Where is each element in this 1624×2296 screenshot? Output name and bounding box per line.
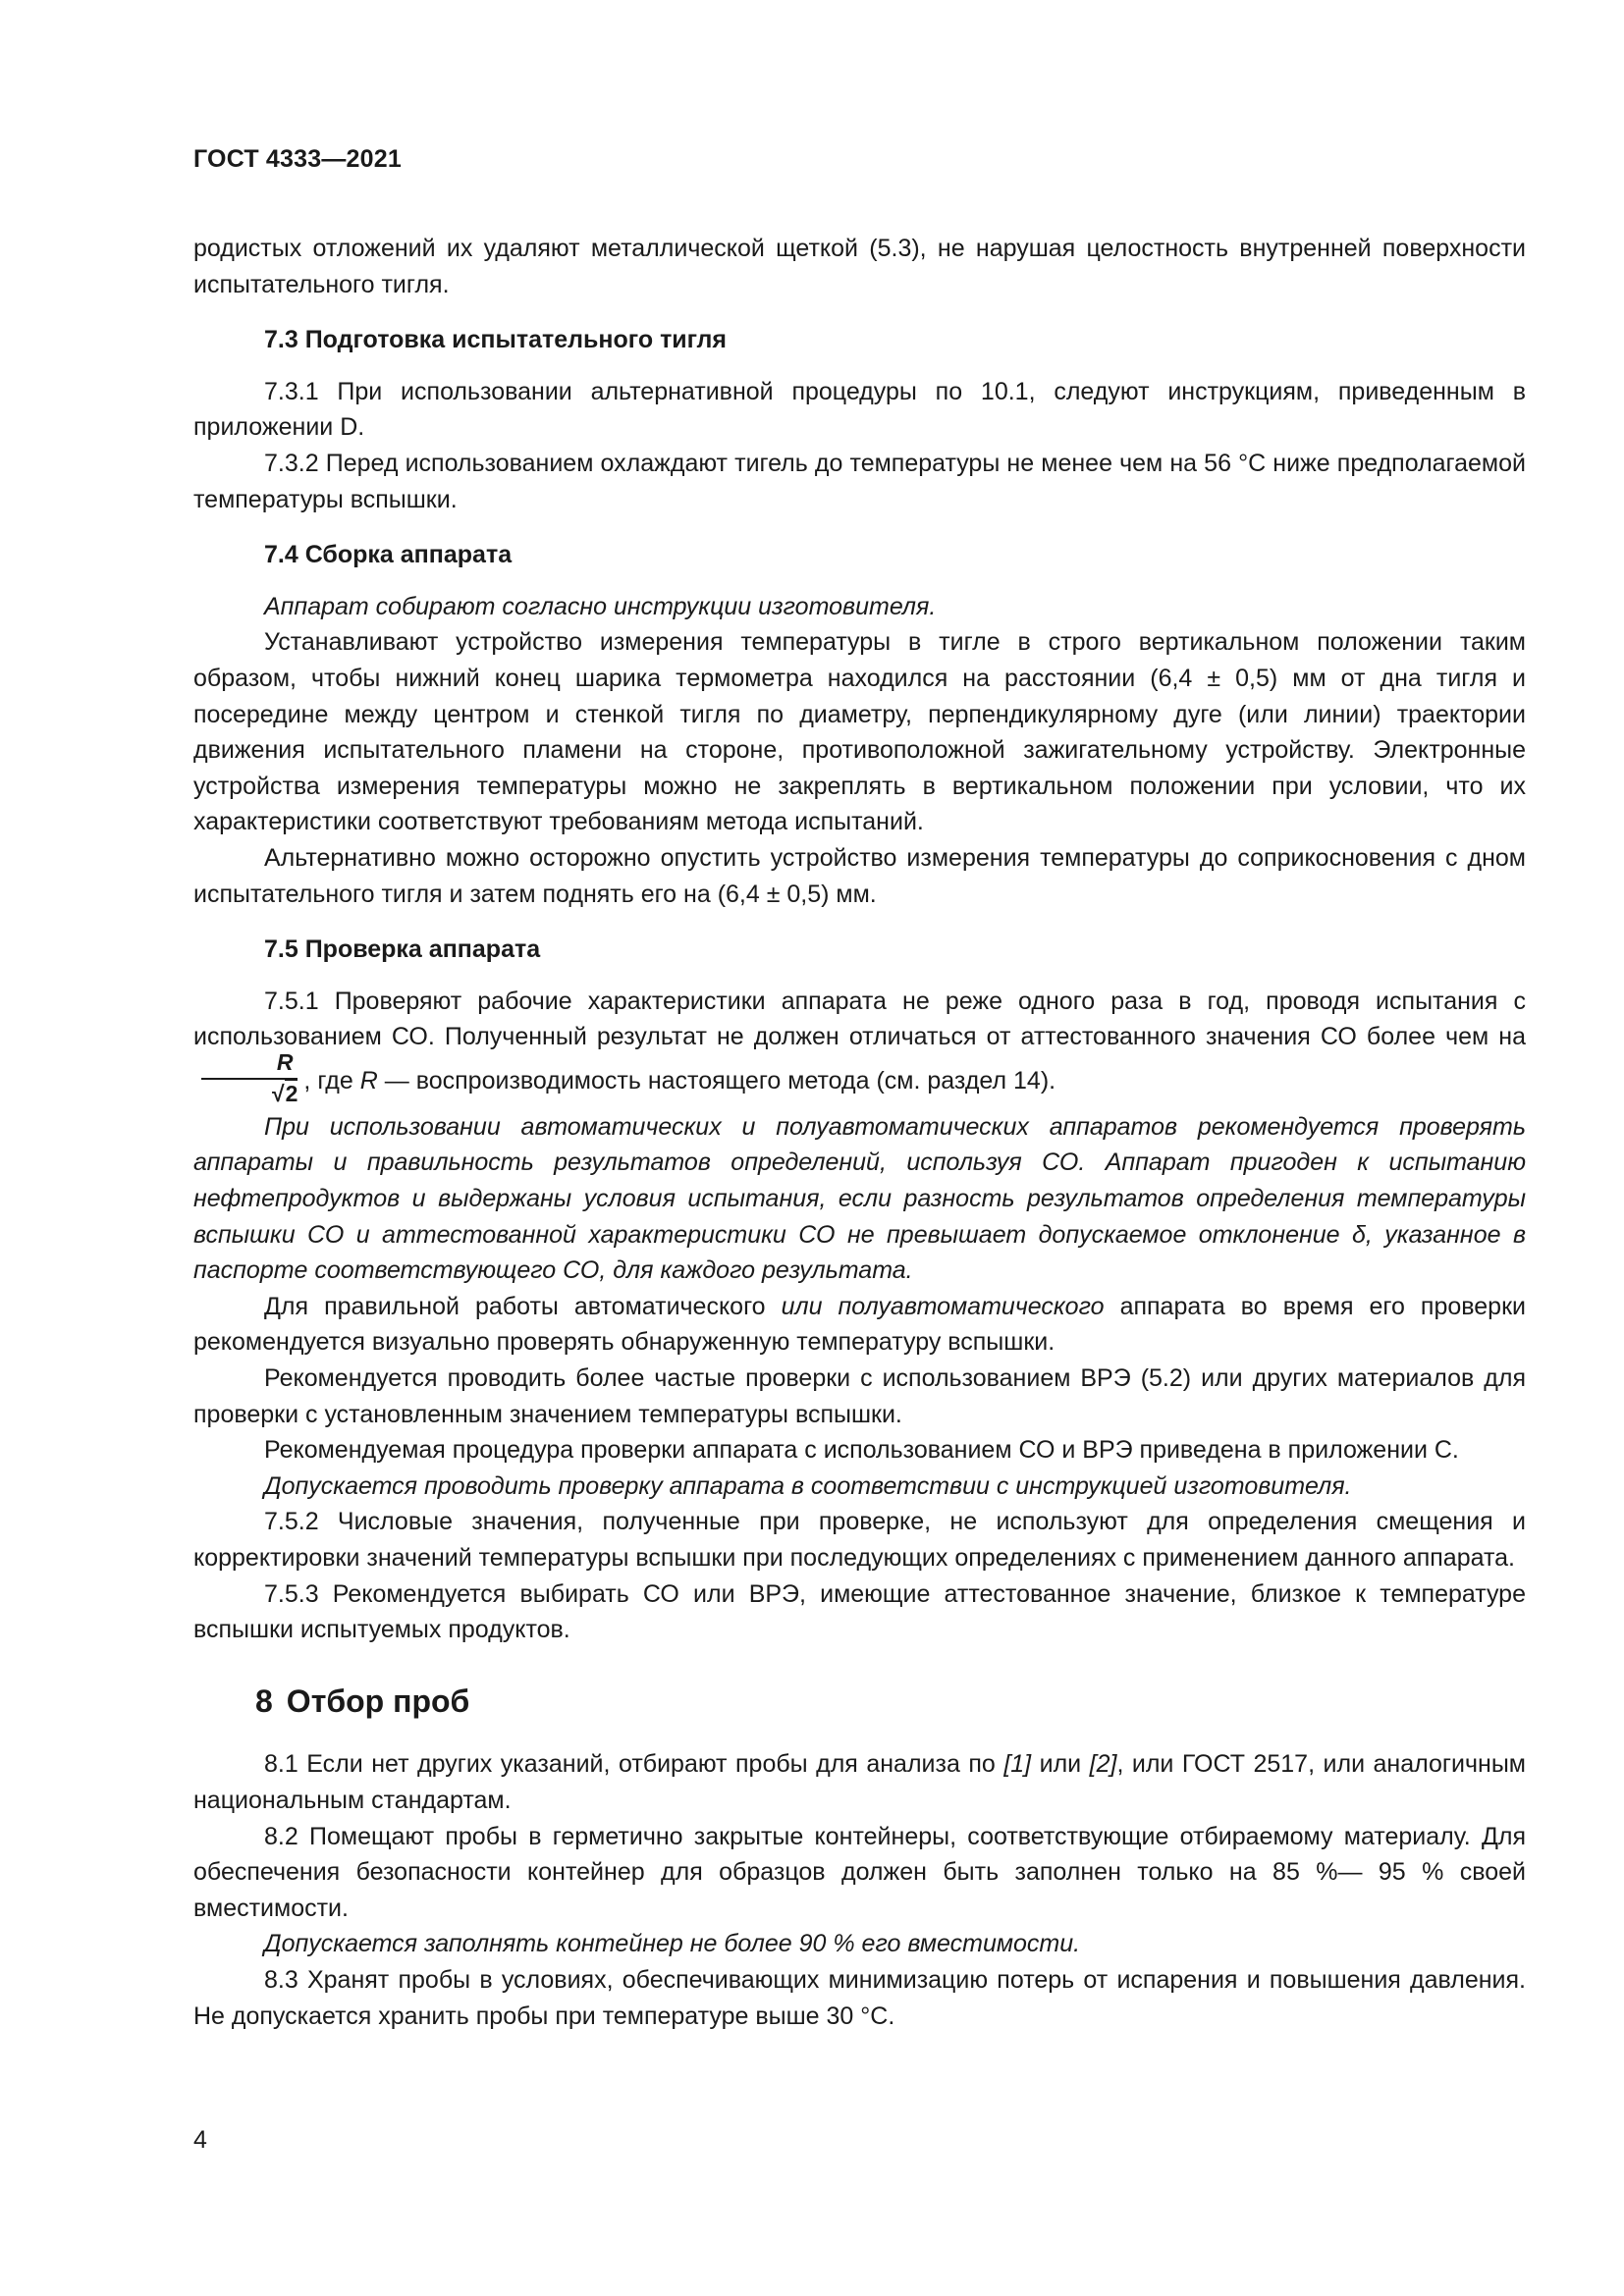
- reference-1: [1]: [1003, 1750, 1032, 1779]
- paragraph-7-4-note: [193, 589, 1526, 625]
- paragraph-7-5-allowed: [193, 1468, 1526, 1505]
- text-span: или: [1039, 1750, 1082, 1779]
- chapter-heading-8: [193, 1683, 1526, 1720]
- paragraph-7-5-2: 7.5.2 Числовые значения, полученные при проверке, не используют для определения смещения и корректировки значений температуры вспышки при последующих определениях с применением данного аппарата.: [193, 1508, 1526, 1572]
- chapter-title: Отбор проб: [286, 1682, 470, 1719]
- paragraph-7-5-1: [193, 984, 1526, 1109]
- paragraph-7-5-frequent: Рекомендуется проводить более частые проверки с использованием ВРЭ (5.2) или других материалов для проверки с установленным значением температуры вспышки.: [193, 1364, 1526, 1428]
- document-code-header: ГОСТ 4333—2021: [193, 145, 402, 173]
- fraction-denominator: [201, 1080, 298, 1105]
- paragraph-7-4-1: Устанавливают устройство измерения температуры в тигле в строго вертикальном положении таким образом, чтобы нижний конец шарика термометра находился на расстоянии (6,4 ± 0,5) мм от дна тигля и посередине между центром и стенкой тигля по диаметру, перпендикулярному дуге (или линии) траектории движения испытательного пламени на стороне, противоположной зажигательному устройству. Электронные устройства измерения температуры можно не закреплять в вертикальном положении при условии, что их характеристики соответствуют требованиям метода испытаний.: [193, 628, 1526, 836]
- fraction-r-over-sqrt2: [201, 1048, 298, 1106]
- text-span: , или ГОСТ 2517, или аналогичным национальным стандартам.: [193, 1750, 1526, 1814]
- text-span: аппарата во время его проверки рекомендуется визуально проверять обнаруженную температуру вспышки.: [193, 1292, 1526, 1357]
- paragraph-7-5-auto-check: [193, 1289, 1526, 1361]
- text-span: 7.5.1 Проверяют рабочие характеристики аппарата не реже одного раза в год, проводя испытания с использованием СО. Полученный результат не должен отличаться от аттестованного значения СО более чем на: [193, 987, 1526, 1051]
- paragraph-continuation: родистых отложений их удаляют металлической щеткой (5.3), не нарушая целостность внутренней поверхности испытательного тигля.: [193, 235, 1526, 298]
- paragraph-7-3-1: 7.3.1 При использовании альтернативной процедуры по 10.1, следуют инструкциям, приведенным в приложении D.: [193, 377, 1526, 442]
- paragraph-8-2-allowed: [193, 1926, 1526, 1962]
- chapter-number: 8: [255, 1682, 273, 1719]
- paragraph-7-5-procedure: Рекомендуемая процедура проверки аппарата с использованием СО и ВРЭ приведена в приложении С.: [264, 1436, 1459, 1465]
- italic-text: или полуавтоматического: [781, 1292, 1105, 1320]
- text-span: 8.1 Если нет других указаний, отбирают пробы для анализа по: [264, 1750, 996, 1779]
- paragraph-8-3: 8.3 Хранят пробы в условиях, обеспечивающих минимизацию потерь от испарения и повышения давления. Не допускается хранить пробы при температуре выше 30 °С.: [193, 1965, 1526, 2030]
- fraction-numerator: R: [201, 1051, 298, 1080]
- section-heading-7-3: 7.3 Подготовка испытательного тигля: [264, 326, 727, 354]
- italic-text: Аппарат собирают согласно инструкции изготовителя.: [264, 592, 937, 620]
- italic-text: Допускается заполнять контейнер не более 90 % его вместимости.: [264, 1930, 1081, 1958]
- paragraph-7-4-2: Альтернативно можно осторожно опустить устройство измерения температуры до соприкосновения с дном испытательного тигля и затем поднять его на (6,4 ± 0,5) мм.: [193, 843, 1526, 908]
- variable-r: R: [359, 1066, 378, 1095]
- reference-2: [2]: [1089, 1750, 1117, 1779]
- text-span: , где: [303, 1066, 353, 1095]
- paragraph-7-3-2: 7.3.2 Перед использованием охлаждают тигель до температуры не менее чем на 56 °С ниже предполагаемой температуры вспышки.: [193, 449, 1526, 513]
- document-body: [193, 231, 1526, 2034]
- italic-text: При использовании автоматических и полуавтоматических аппаратов рекомендуется проверять аппараты и правильность результатов определений, используя СО. Аппарат пригоден к испытанию нефтепродуктов и выдержаны условия испытания, если разность результатов определения температуры вспышки СО и аттестованной характеристики СО не превышает допускаемое отклонение δ, указанное в паспорте соответствующего СО, для каждого результата.: [193, 1112, 1526, 1285]
- paragraph-8-2: 8.2 Помещают пробы в герметично закрытые контейнеры, соответствующие отбираемому материалу. Для обеспечения безопасности контейнер для образцов должен быть заполнен только на 85 %— 95 % своей вместимости.: [193, 1822, 1526, 1922]
- paragraph-8-1: [193, 1746, 1526, 1818]
- text-span: Для правильной работы автоматического: [264, 1292, 766, 1320]
- sqrt-icon: √: [272, 1080, 285, 1106]
- section-heading-7-5: 7.5 Проверка аппарата: [264, 935, 541, 964]
- sqrt-radicand: 2: [285, 1080, 298, 1106]
- text-span: — воспроизводимость настоящего метода (см. раздел 14).: [384, 1066, 1056, 1095]
- italic-text: Допускается проводить проверку аппарата в соответствии с инструкцией изготовителя.: [264, 1471, 1352, 1500]
- section-heading-7-4: 7.4 Сборка аппарата: [264, 541, 513, 569]
- paragraph-7-5-3: 7.5.3 Рекомендуется выбирать СО или ВРЭ, имеющие аттестованное значение, близкое к температуре вспышки испытуемых продуктов.: [193, 1579, 1526, 1644]
- page-number: 4: [193, 2126, 207, 2154]
- paragraph-7-5-auto-note: [193, 1109, 1526, 1289]
